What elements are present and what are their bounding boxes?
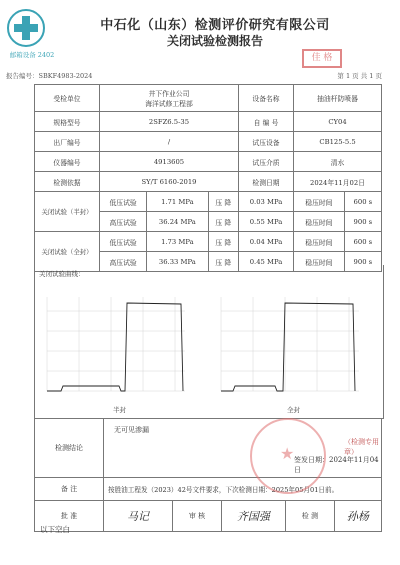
table-row bbox=[35, 232, 382, 252]
hold-time-value: 600 s bbox=[344, 232, 381, 252]
table-row bbox=[35, 478, 382, 501]
drop-value: 0.04 MPa bbox=[238, 232, 293, 252]
review-signature bbox=[222, 501, 286, 532]
conclusion-cell bbox=[104, 419, 382, 478]
pressure-curve bbox=[47, 303, 183, 391]
drop-label: 压 降 bbox=[208, 232, 238, 252]
grid-lines bbox=[47, 297, 185, 391]
drop-value: 0.55 MPa bbox=[238, 212, 293, 232]
end-note: 以下空白 bbox=[40, 525, 70, 534]
half-seal-curve-chart bbox=[39, 291, 189, 401]
company-name: 中石化（山东）检测评价研究有限公司 bbox=[100, 18, 330, 33]
drop-value: 0.03 MPa bbox=[238, 192, 293, 212]
test-name: 低压试验 bbox=[100, 232, 147, 252]
spec-label: 规格型号 bbox=[35, 112, 100, 132]
device-name-value: 抽油杆防喷器 bbox=[294, 85, 382, 112]
factory-no-label: 出厂编号 bbox=[35, 132, 100, 152]
basis-label: 检测依据 bbox=[35, 172, 100, 192]
company-logo-icon bbox=[6, 8, 46, 48]
seal-label: （检测专用章） bbox=[344, 438, 379, 456]
self-no-label: 自 编 号 bbox=[238, 112, 293, 132]
hold-time-value: 600 s bbox=[344, 192, 381, 212]
report-title: 关闭试验检测报告 bbox=[166, 34, 263, 48]
info-table bbox=[34, 84, 382, 272]
curve-section-title: 关闭试验曲线： bbox=[39, 270, 85, 278]
test-name: 高压试验 bbox=[100, 212, 147, 232]
test-pressure: 36.24 MPa bbox=[147, 212, 208, 232]
issue-date: 签发日期：2024年11月04日 bbox=[294, 456, 379, 474]
unit-label: 受检单位 bbox=[35, 85, 100, 112]
curve-section bbox=[34, 265, 384, 419]
test-signature bbox=[334, 501, 381, 532]
hold-time-label: 稳压时间 bbox=[294, 252, 345, 272]
test-device-value: CB125-5.5 bbox=[294, 132, 382, 152]
instrument-label: 仪器编号 bbox=[35, 152, 100, 172]
test-label: 检 测 bbox=[285, 501, 334, 532]
hold-time-value: 900 s bbox=[344, 212, 381, 232]
conclusion-table bbox=[34, 418, 382, 532]
drop-label: 压 降 bbox=[208, 192, 238, 212]
spec-value: 2SFZ6.5-35 bbox=[100, 112, 239, 132]
hold-time-label: 稳压时间 bbox=[294, 192, 345, 212]
grid-lines bbox=[221, 297, 359, 391]
table-row bbox=[35, 419, 382, 478]
full-seal-curve-chart bbox=[213, 291, 363, 401]
table-row bbox=[35, 112, 382, 132]
pressure-curve bbox=[221, 303, 355, 391]
approve-signature bbox=[104, 501, 173, 532]
table-row bbox=[35, 172, 382, 192]
drop-label: 压 降 bbox=[208, 212, 238, 232]
self-no-value: CY04 bbox=[294, 112, 382, 132]
full-seal-caption: 全封 bbox=[287, 406, 300, 414]
date-value: 2024年11月02日 bbox=[294, 172, 382, 192]
seal-star-icon: ★ bbox=[280, 444, 295, 463]
factory-no-value: / bbox=[100, 132, 239, 152]
test-group-full: 关闭试验（全封） bbox=[35, 232, 100, 272]
remark-label: 备 注 bbox=[35, 478, 104, 501]
company-seal bbox=[250, 418, 326, 494]
table-row bbox=[35, 152, 382, 172]
test-device-label: 试压设备 bbox=[238, 132, 293, 152]
date-label: 检测日期 bbox=[238, 172, 293, 192]
approve-label: 批 准 bbox=[35, 501, 104, 532]
unit-value-line1: 井下作业公司 bbox=[148, 90, 190, 98]
test-name: 低压试验 bbox=[100, 192, 147, 212]
test-pressure: 36.33 MPa bbox=[147, 252, 208, 272]
hold-time-label: 稳压时间 bbox=[294, 232, 345, 252]
medium-label: 试压介质 bbox=[238, 152, 293, 172]
review-label: 审 核 bbox=[173, 501, 222, 532]
review-sign-text: 齐国强 bbox=[236, 510, 270, 523]
conclusion-label: 检测结论 bbox=[35, 419, 104, 478]
test-sign-text: 孙杨 bbox=[346, 510, 369, 523]
test-pressure: 1.71 MPa bbox=[147, 192, 208, 212]
table-row bbox=[35, 132, 382, 152]
report-number: 报告编号：SBKF4983-2024 bbox=[6, 72, 93, 80]
hold-time-label: 稳压时间 bbox=[294, 212, 345, 232]
instrument-value: 4913605 bbox=[100, 152, 239, 172]
test-name: 高压试验 bbox=[100, 252, 147, 272]
medium-value: 清水 bbox=[294, 152, 382, 172]
basis-value: SY/T 6160-2019 bbox=[100, 172, 239, 192]
half-seal-caption: 半封 bbox=[113, 406, 126, 414]
conclusion-text: 无可见渗漏 bbox=[114, 426, 149, 434]
hold-time-value: 900 s bbox=[344, 252, 381, 272]
table-row bbox=[35, 501, 382, 532]
unit-value-line2: 海洋试修工程部 bbox=[145, 100, 193, 108]
unit-value bbox=[100, 85, 239, 112]
test-pressure: 1.73 MPa bbox=[147, 232, 208, 252]
drop-label: 压 降 bbox=[208, 252, 238, 272]
approve-sign-text: 马记 bbox=[127, 510, 149, 523]
logo-caption: 邮箱设备 2402 bbox=[9, 51, 55, 59]
device-name-label: 设备名称 bbox=[238, 85, 293, 112]
table-row bbox=[35, 85, 382, 112]
qualified-stamp: 佳 格 bbox=[302, 49, 342, 68]
table-row bbox=[35, 192, 382, 212]
test-group-half: 关闭试验（半封） bbox=[35, 192, 100, 232]
drop-value: 0.45 MPa bbox=[238, 252, 293, 272]
page-number: 第 1 页 共 1 页 bbox=[337, 72, 382, 80]
remark-text: 按胜油工程发（2023）42号文件要求，下次检测日期：2025年05月01日前。 bbox=[104, 478, 382, 501]
